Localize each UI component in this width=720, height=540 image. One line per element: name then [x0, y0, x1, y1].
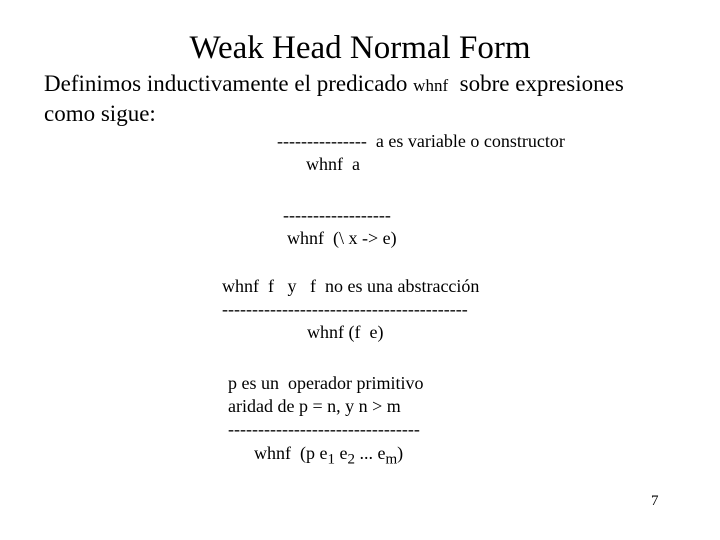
rule4-conclusion-mid-2: ... e: [354, 443, 386, 463]
rule4-line: --------------------------------: [228, 419, 420, 439]
intro-text-after: sobre expresiones: [448, 71, 624, 96]
rule2-conclusion: whnf (\ x -> e): [287, 228, 397, 248]
rule4-conclusion: [254, 443, 403, 469]
subscript-m: m: [385, 451, 398, 468]
rule1-dashes: ---------------: [277, 131, 367, 151]
rule3-line: -----------------------------------------: [222, 299, 468, 319]
rule4-conclusion-prefix: whnf (p e: [254, 443, 328, 463]
rule4-premise-1: p es un operador primitivo: [228, 373, 424, 393]
rule1-side-condition: a es variable o constructor: [375, 131, 565, 151]
rule2-line: ------------------: [283, 205, 391, 225]
rule1-line: [277, 131, 565, 152]
rule4-premise-2: aridad de p = n, y n > m: [228, 396, 401, 416]
rule1-conclusion: whnf a: [306, 154, 360, 174]
intro-text-before: Definimos inductivamente el predicado: [44, 71, 414, 96]
rule3-premise: whnf f y f no es una abstracción: [222, 276, 480, 296]
predicate-name: whnf: [413, 76, 449, 95]
intro-line-1: [44, 71, 624, 97]
page-number: 7: [651, 493, 659, 509]
slide-title: Weak Head Normal Form: [189, 30, 531, 66]
rule3-conclusion: whnf (f e): [307, 322, 384, 342]
subscript-2: 2: [347, 451, 355, 468]
rule4-conclusion-suffix: ): [397, 443, 404, 463]
subscript-1: 1: [327, 451, 335, 468]
intro-line-2: como sigue:: [44, 101, 156, 126]
rule4-conclusion-mid-1: e: [334, 443, 348, 463]
